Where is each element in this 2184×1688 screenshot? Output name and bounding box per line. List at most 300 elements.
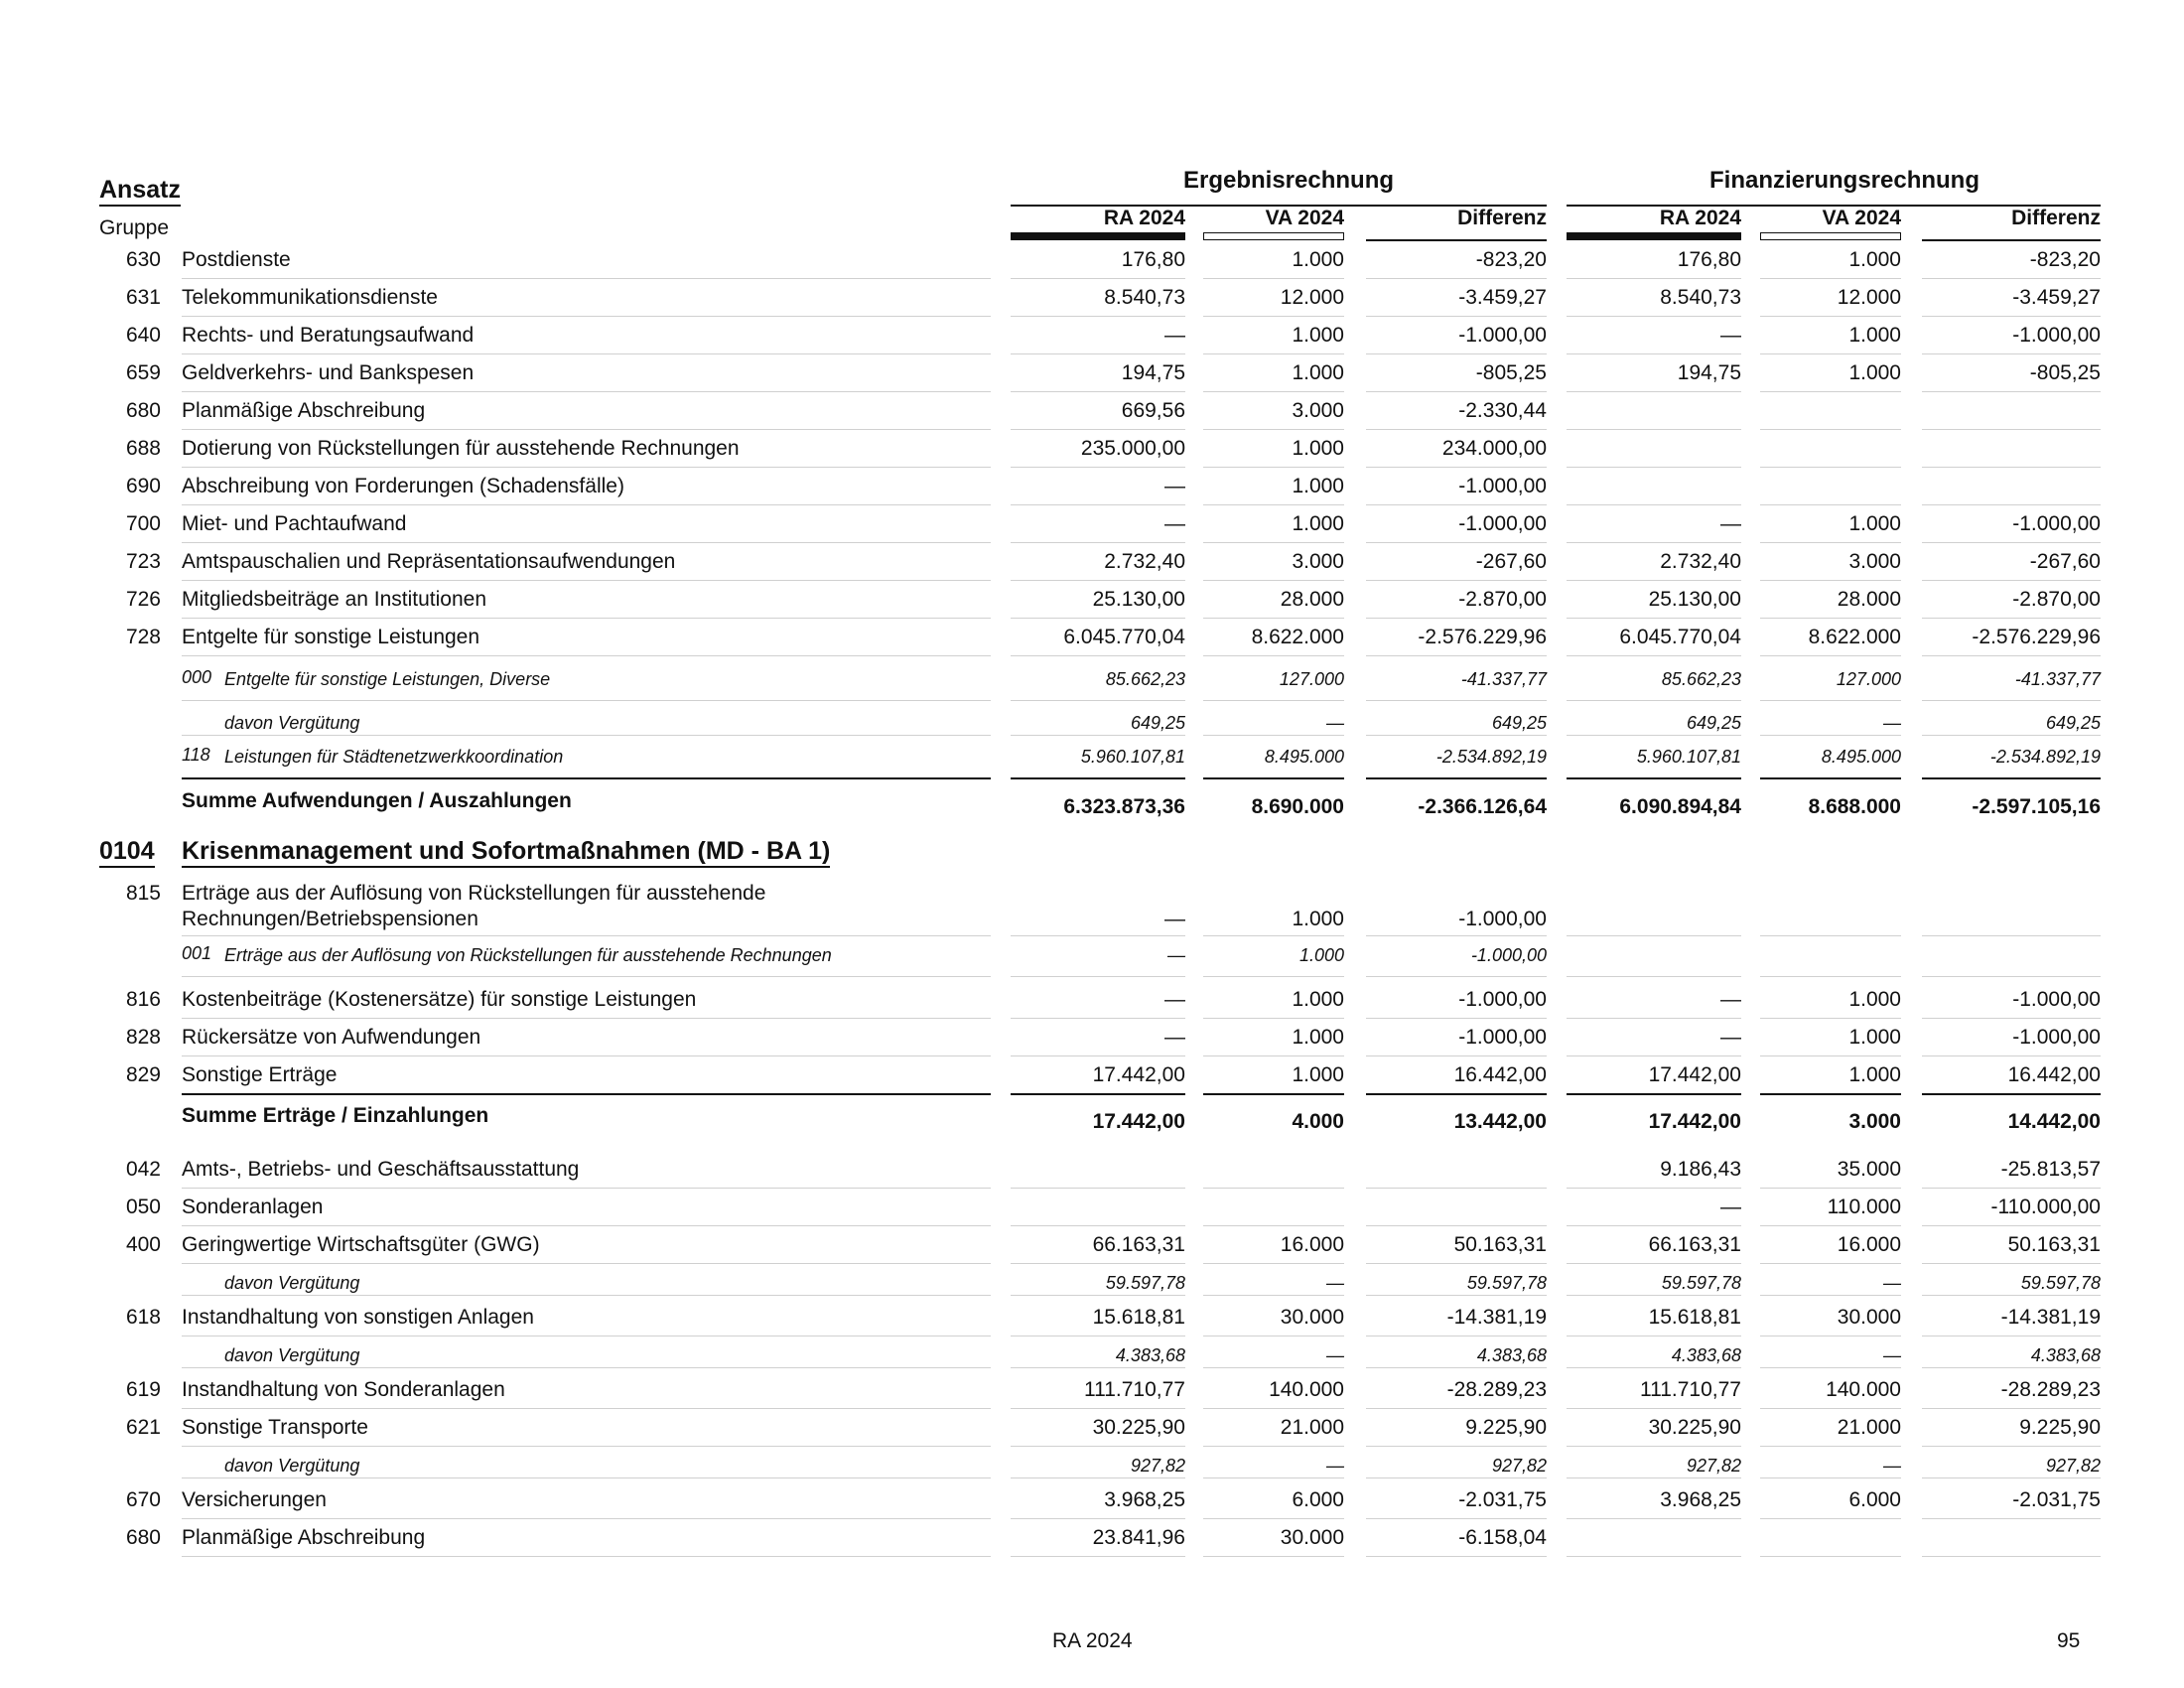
cell-rule (1011, 1446, 1185, 1447)
cell-e-diff: -2.534.892,19 (1435, 747, 1547, 767)
cell-rule (1567, 1055, 1741, 1056)
cell-f-ra: 8.540,73 (1660, 286, 1741, 309)
group-number: 618 (125, 1306, 161, 1329)
cell-rule (1922, 1367, 2101, 1368)
cell-e-va: 16.000 (1280, 1233, 1344, 1256)
cell-f-ra: 5.960.107,81 (1636, 747, 1741, 767)
cell-rule (1567, 976, 1741, 977)
cell-f-ra: — (1720, 1196, 1741, 1218)
cell-f-va: 1.000 (1848, 1026, 1901, 1049)
cell-rule (1760, 655, 1901, 656)
cell-rule (1567, 1408, 1741, 1409)
cell-e-diff: -1.000,00 (1458, 512, 1547, 535)
page-number: 95 (2057, 1629, 2081, 1652)
cell-e-va: 30.000 (1280, 1526, 1344, 1549)
cell-rule (1922, 580, 2101, 581)
cell-e-ra: 85.662,23 (1105, 669, 1185, 689)
cell-e-va: 3.000 (1292, 399, 1344, 422)
cell-f-ra: 194,75 (1677, 361, 1741, 384)
cell-f-diff: -110.000,00 (1990, 1196, 2101, 1218)
cell-f-diff: -2.031,75 (2012, 1488, 2101, 1511)
row-rule (182, 1188, 991, 1189)
row-rule (182, 504, 991, 505)
cell-e-diff: -1.000,00 (1458, 324, 1547, 347)
cell-rule (1922, 353, 2101, 354)
cell-e-va: 1.000 (1292, 248, 1344, 271)
cell-rule (1760, 316, 1901, 317)
row-rule (182, 655, 991, 656)
cell-rule (1011, 1263, 1185, 1264)
cell-f-va: 8.495.000 (1821, 747, 1901, 767)
cell-e-ra: — (1164, 1026, 1185, 1049)
cell-f-diff: -28.289,23 (2000, 1378, 2101, 1401)
cell-f-ra: 59.597,78 (1661, 1273, 1741, 1293)
cell-rule (1203, 735, 1344, 736)
row-label: Mitgliedsbeiträge an Institutionen (182, 588, 487, 611)
row-label: Entgelte für sonstige Leistungen (182, 626, 480, 648)
cell-rule (1567, 1263, 1741, 1264)
cell-rule (1203, 1295, 1344, 1296)
cell-f-va: 1.000 (1848, 1063, 1901, 1086)
cell-f-ra: — (1720, 1026, 1741, 1049)
cell-rule (1922, 655, 2101, 656)
cell-f-diff: 16.442,00 (2007, 1063, 2101, 1086)
row-rule (182, 618, 991, 619)
cell-e-va: 1.000 (1292, 361, 1344, 384)
cell-rule (1760, 542, 1901, 543)
cell-rule (1203, 353, 1344, 354)
cell-rule (1567, 391, 1741, 392)
row-label: Planmäßige Abschreibung (182, 399, 426, 422)
cell-f-ra: 17.442,00 (1648, 1110, 1741, 1133)
cell-rule (1922, 618, 2101, 619)
cell-rule (1203, 1225, 1344, 1226)
cell-rule (1760, 1263, 1901, 1264)
row-label-continuation: Rechnungen/Betriebspensionen (182, 908, 478, 930)
cell-rule (1922, 429, 2101, 430)
row-label: Abschreibung von Forderungen (Schadensfälle) (182, 475, 624, 497)
cell-e-ra: 111.710,77 (1084, 1378, 1185, 1401)
cell-rule (1922, 1446, 2101, 1447)
cell-e-diff: 927,82 (1491, 1456, 1547, 1476)
cell-e-va: 28.000 (1280, 588, 1344, 611)
row-label: Amts-, Betriebs- und Geschäftsausstattung (182, 1158, 580, 1181)
cell-rule (1922, 278, 2101, 279)
cell-rule (1366, 1225, 1547, 1226)
cell-f-diff: -805,25 (2029, 361, 2101, 384)
cell-f-ra: 9.186,43 (1660, 1158, 1741, 1181)
cell-rule (1203, 504, 1344, 505)
cell-rule (1922, 735, 2101, 736)
cell-rule (1760, 353, 1901, 354)
cell-e-ra: 235.000,00 (1080, 437, 1185, 460)
cell-rule (1366, 504, 1547, 505)
cell-e-diff: -2.870,00 (1458, 588, 1547, 611)
row-rule (182, 1295, 991, 1296)
row-label: Instandhaltung von Sonderanlagen (182, 1378, 505, 1401)
row-rule (182, 1367, 991, 1368)
cell-e-va: 1.000 (1298, 945, 1344, 965)
row-label: Leistungen für Städtenetzwerkkoordination (224, 747, 564, 767)
cell-f-diff: 927,82 (2045, 1456, 2101, 1476)
cell-f-va: — (1883, 1345, 1901, 1365)
cell-rule (1011, 735, 1185, 736)
cell-e-va: 1.000 (1292, 988, 1344, 1011)
cell-f-ra: 66.163,31 (1648, 1233, 1741, 1256)
cell-e-diff: 13.442,00 (1453, 1110, 1547, 1133)
cell-e-va: 1.000 (1292, 512, 1344, 535)
cell-rule (1922, 976, 2101, 977)
cell-rule (1366, 1018, 1547, 1019)
cell-e-diff: -823,20 (1475, 248, 1547, 271)
cell-e-ra: 6.045.770,04 (1063, 626, 1185, 648)
cell-rule (1567, 467, 1741, 468)
group-number: 640 (125, 324, 161, 347)
row-rule (182, 1093, 991, 1095)
cell-rule (1011, 655, 1185, 656)
va-column-bar-outline (1760, 232, 1901, 240)
cell-rule (1922, 777, 2101, 779)
cell-f-ra: 649,25 (1686, 713, 1741, 733)
cell-rule (1203, 391, 1344, 392)
cell-f-va: 21.000 (1837, 1416, 1901, 1439)
cell-rule (1567, 1367, 1741, 1368)
cell-e-va: 1.000 (1292, 1026, 1344, 1049)
cell-f-diff: 50.163,31 (2007, 1233, 2101, 1256)
cell-e-diff: -1.000,00 (1458, 1026, 1547, 1049)
cell-rule (1203, 580, 1344, 581)
cell-rule (1922, 1556, 2101, 1557)
cell-e-va: 6.000 (1292, 1488, 1344, 1511)
cell-rule (1760, 580, 1901, 581)
cell-e-ra: — (1164, 324, 1185, 347)
cell-rule (1922, 1093, 2101, 1095)
cell-f-ra: 6.090.894,84 (1619, 795, 1741, 818)
cell-e-ra: 23.841,96 (1092, 1526, 1185, 1549)
cell-rule (1366, 278, 1547, 279)
cell-rule (1366, 353, 1547, 354)
cell-e-diff: -1.000,00 (1458, 988, 1547, 1011)
cell-e-diff: 50.163,31 (1453, 1233, 1547, 1256)
group-number: 001 (182, 943, 212, 963)
cell-rule (1922, 1225, 2101, 1226)
cell-rule (1011, 353, 1185, 354)
row-rule (182, 976, 991, 977)
cell-f-diff: 59.597,78 (2020, 1273, 2101, 1293)
cell-f-ra: 15.618,81 (1648, 1306, 1741, 1329)
row-rule (182, 278, 991, 279)
row-rule (182, 542, 991, 543)
cell-f-va: — (1883, 713, 1901, 733)
cell-rule (1366, 1518, 1547, 1519)
cell-rule (1366, 976, 1547, 977)
cell-rule (1760, 1055, 1901, 1056)
cell-e-ra: — (1167, 945, 1185, 965)
cell-f-va: 1.000 (1848, 361, 1901, 384)
cell-rule (1011, 316, 1185, 317)
group-number: 723 (125, 550, 161, 573)
group-number: 631 (125, 286, 161, 309)
cell-rule (1011, 777, 1185, 779)
cell-f-ra: 85.662,23 (1661, 669, 1741, 689)
group-number: 688 (125, 437, 161, 460)
cell-e-diff: -2.576.229,96 (1418, 626, 1547, 648)
group-number: 690 (125, 475, 161, 497)
cell-rule (1011, 1477, 1185, 1478)
cell-rule (1366, 777, 1547, 779)
cell-f-va: 8.688.000 (1808, 795, 1901, 818)
cell-rule (1567, 1556, 1741, 1557)
cell-rule (1567, 1188, 1741, 1189)
cell-rule (1922, 1295, 2101, 1296)
cell-rule (1760, 1188, 1901, 1189)
cell-e-va: 1.000 (1292, 437, 1344, 460)
cell-rule (1760, 1225, 1901, 1226)
cell-rule (1760, 735, 1901, 736)
cell-rule (1760, 278, 1901, 279)
cell-rule (1922, 1263, 2101, 1264)
footer-document-label: RA 2024 (1052, 1629, 1133, 1652)
cell-rule (1011, 1093, 1185, 1095)
cell-e-ra: — (1164, 988, 1185, 1011)
cell-f-ra: — (1720, 512, 1741, 535)
cell-f-diff: -25.813,57 (2000, 1158, 2101, 1181)
cell-rule (1366, 1477, 1547, 1478)
cell-e-diff: -6.158,04 (1458, 1526, 1547, 1549)
cell-rule (1203, 777, 1344, 779)
cell-f-va: 16.000 (1837, 1233, 1901, 1256)
cell-e-diff: -1.000,00 (1470, 945, 1547, 965)
cell-f-va: 1.000 (1848, 988, 1901, 1011)
row-label: Sonstige Erträge (182, 1063, 338, 1086)
cell-f-va: 8.622.000 (1808, 626, 1901, 648)
cell-rule (1011, 976, 1185, 977)
row-label: Miet- und Pachtaufwand (182, 512, 407, 535)
cell-e-va: 8.690.000 (1251, 795, 1344, 818)
row-label: Erträge aus der Auflösung von Rückstellungen für ausstehende (182, 882, 766, 905)
cell-rule (1760, 1518, 1901, 1519)
cell-f-va: 28.000 (1837, 588, 1901, 611)
row-rule (182, 700, 991, 701)
group-number: 700 (125, 512, 161, 535)
cell-rule (1203, 1188, 1344, 1189)
cell-e-ra: 59.597,78 (1105, 1273, 1185, 1293)
cell-rule (1567, 429, 1741, 430)
cell-rule (1366, 1367, 1547, 1368)
cell-e-va: 30.000 (1280, 1306, 1344, 1329)
cell-e-diff: 59.597,78 (1466, 1273, 1547, 1293)
cell-rule (1011, 467, 1185, 468)
cell-e-ra: 176,80 (1121, 248, 1185, 271)
cell-rule (1760, 429, 1901, 430)
cell-rule (1011, 1188, 1185, 1189)
cell-rule (1922, 1518, 2101, 1519)
cell-rule (1203, 655, 1344, 656)
cell-rule (1203, 1408, 1344, 1409)
cell-rule (1760, 1018, 1901, 1019)
row-rule (182, 1477, 991, 1478)
cell-rule (1366, 700, 1547, 701)
row-rule (182, 777, 991, 779)
row-rule (182, 353, 991, 354)
cell-rule (1011, 1018, 1185, 1019)
cell-rule (1366, 1295, 1547, 1296)
cell-f-ra: 25.130,00 (1648, 588, 1741, 611)
row-rule (182, 1446, 991, 1447)
cell-e-ra: 30.225,90 (1092, 1416, 1185, 1439)
group-number: 050 (125, 1196, 161, 1218)
ansatz-heading: Ansatz (99, 175, 181, 207)
cell-e-diff: 649,25 (1491, 713, 1547, 733)
cell-rule (1567, 1446, 1741, 1447)
cell-rule (1922, 1055, 2101, 1056)
cell-rule (1011, 618, 1185, 619)
cell-f-diff: 4.383,68 (2030, 1345, 2101, 1365)
group-number: 680 (125, 1526, 161, 1549)
cell-f-ra: 2.732,40 (1660, 550, 1741, 573)
row-label: davon Vergütung (224, 1456, 360, 1476)
cell-e-diff: 16.442,00 (1453, 1063, 1547, 1086)
cell-rule (1011, 391, 1185, 392)
cell-e-ra: 17.442,00 (1092, 1110, 1185, 1133)
cell-rule (1011, 700, 1185, 701)
row-label: Kostenbeiträge (Kostenersätze) für sonstige Leistungen (182, 988, 697, 1011)
cell-rule (1567, 618, 1741, 619)
cell-f-ra: 927,82 (1686, 1456, 1741, 1476)
group-number: 042 (125, 1158, 161, 1181)
cell-rule (1922, 467, 2101, 468)
cell-e-diff: 4.383,68 (1476, 1345, 1547, 1365)
cell-e-va: — (1326, 1456, 1344, 1476)
cell-rule (1567, 935, 1741, 936)
cell-rule (1760, 1093, 1901, 1095)
cell-f-diff: -3.459,27 (2012, 286, 2101, 309)
cell-rule (1203, 1556, 1344, 1557)
row-label: Postdienste (182, 248, 291, 271)
row-label: Sonstige Transporte (182, 1416, 368, 1439)
cell-f-va: 1.000 (1848, 512, 1901, 535)
row-label: Sonderanlagen (182, 1196, 324, 1218)
row-rule (182, 316, 991, 317)
cell-rule (1203, 1263, 1344, 1264)
cell-e-ra: 669,56 (1121, 399, 1185, 422)
ra-column-bar-filled (1011, 232, 1185, 240)
cell-rule (1760, 1367, 1901, 1368)
cell-e-ra: — (1164, 908, 1185, 930)
row-label: Rückersätze von Aufwendungen (182, 1026, 481, 1049)
cell-e-va: 1.000 (1292, 1063, 1344, 1086)
group-number: 828 (125, 1026, 161, 1049)
group-number: 829 (125, 1063, 161, 1086)
cell-rule (1760, 1446, 1901, 1447)
cell-f-diff: -2.870,00 (2012, 588, 2101, 611)
cell-rule (1366, 391, 1547, 392)
group-number: 728 (125, 626, 161, 648)
cell-rule (1922, 504, 2101, 505)
cell-f-diff: 14.442,00 (2007, 1110, 2101, 1133)
cell-e-va: 8.622.000 (1251, 626, 1344, 648)
finanzierungsrechnung-title: Finanzierungsrechnung (1708, 167, 1979, 194)
cell-f-va: 110.000 (1827, 1196, 1901, 1218)
cell-rule (1203, 618, 1344, 619)
cell-f-va: 140.000 (1826, 1378, 1901, 1401)
group-number: 630 (125, 248, 161, 271)
cell-rule (1567, 1018, 1741, 1019)
row-rule (182, 429, 991, 430)
cell-rule (1366, 655, 1547, 656)
cell-rule (1922, 542, 2101, 543)
cell-rule (1760, 391, 1901, 392)
row-rule (182, 1263, 991, 1264)
row-rule (182, 1018, 991, 1019)
cell-rule (1922, 1408, 2101, 1409)
row-label: Geringwertige Wirtschaftsgüter (GWG) (182, 1233, 540, 1256)
cell-e-va: 127.000 (1279, 669, 1344, 689)
cell-rule (1366, 467, 1547, 468)
col-head-e-ra: RA 2024 (1103, 207, 1185, 229)
cell-e-va: 1.000 (1292, 908, 1344, 930)
cell-f-va: 1.000 (1848, 324, 1901, 347)
cell-rule (1203, 467, 1344, 468)
row-rule (182, 1518, 991, 1519)
group-number: 815 (125, 882, 161, 905)
cell-e-diff: 234.000,00 (1441, 437, 1547, 460)
cell-rule (1567, 735, 1741, 736)
cell-rule (1203, 1018, 1344, 1019)
row-rule (182, 735, 991, 736)
cell-f-va: 12.000 (1837, 286, 1901, 309)
group-number: 816 (125, 988, 161, 1011)
row-rule (182, 1556, 991, 1557)
group-number: 670 (125, 1488, 161, 1511)
cell-f-diff: 9.225,90 (2019, 1416, 2101, 1439)
cell-rule (1203, 976, 1344, 977)
cell-rule (1011, 1225, 1185, 1226)
row-label: Telekommunikationsdienste (182, 286, 438, 309)
cell-e-va: 4.000 (1292, 1110, 1344, 1133)
cell-rule (1366, 935, 1547, 936)
diff-column-rule (1366, 239, 1547, 241)
cell-e-va: 8.495.000 (1264, 747, 1344, 767)
cell-rule (1567, 1518, 1741, 1519)
cell-e-ra: 3.968,25 (1104, 1488, 1185, 1511)
cell-e-va: — (1326, 1273, 1344, 1293)
cell-e-diff: -267,60 (1475, 550, 1547, 573)
cell-rule (1922, 1018, 2101, 1019)
diff-column-rule (1922, 239, 2101, 241)
cell-rule (1922, 935, 2101, 936)
cell-rule (1366, 1446, 1547, 1447)
cell-rule (1203, 935, 1344, 936)
col-head-e-va: VA 2024 (1265, 207, 1344, 229)
cell-e-va: — (1326, 713, 1344, 733)
cell-e-ra: 2.732,40 (1104, 550, 1185, 573)
cell-rule (1366, 1093, 1547, 1095)
col-head-e-diff: Differenz (1457, 207, 1547, 229)
cell-rule (1567, 316, 1741, 317)
row-label: Versicherungen (182, 1488, 327, 1511)
ergebnisrechnung-title: Ergebnisrechnung (1182, 167, 1395, 194)
row-rule (182, 467, 991, 468)
cell-f-va: 35.000 (1837, 1158, 1901, 1181)
cell-rule (1011, 504, 1185, 505)
row-label: Instandhaltung von sonstigen Anlagen (182, 1306, 534, 1329)
cell-rule (1760, 1408, 1901, 1409)
cell-rule (1011, 935, 1185, 936)
cell-rule (1760, 700, 1901, 701)
cell-e-ra: 8.540,73 (1104, 286, 1185, 309)
cell-f-va: 3.000 (1848, 1110, 1901, 1133)
